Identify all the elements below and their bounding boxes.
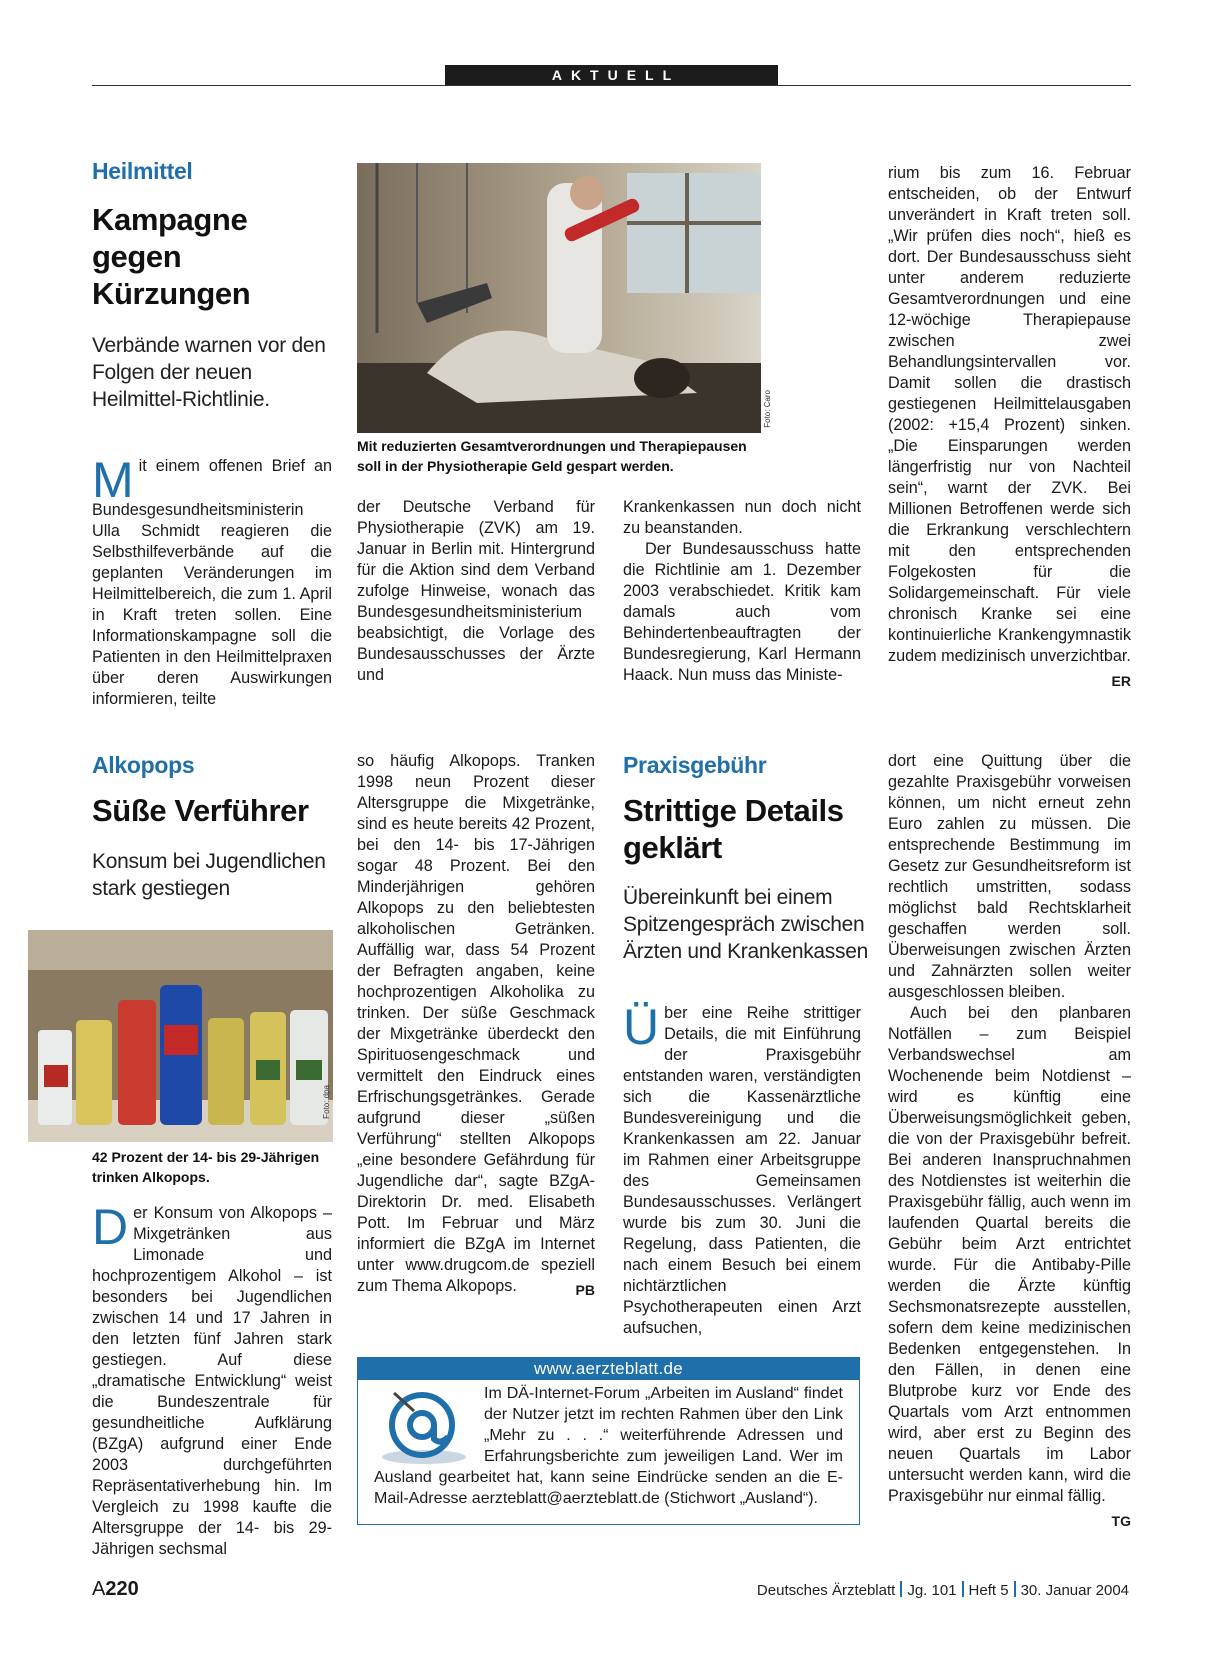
physiotherapy-photo [357, 163, 761, 433]
headline-line: geklärt [623, 830, 722, 865]
article1-kicker: Heilmittel [92, 158, 193, 184]
page-prefix: A [92, 1578, 106, 1600]
author-initials: PB [575, 1282, 595, 1298]
headline-line: Strittige Details [623, 793, 844, 828]
separator [900, 1581, 902, 1597]
article3-headline [623, 792, 844, 866]
paragraph: Der Bundesausschuss hatte die Richtlinie am 1. Dezember 2003 verabschiedet. Kritik kam damals auch vom Behindertenbeauftragten der Bundesregierung, Karl Hermann Haack. Nun muss das Ministe- [623, 540, 861, 684]
page-number [92, 1578, 139, 1601]
body-text: so häufig Alkopops. Tranken 1998 neun Prozent dieser Altersgruppe die Mixgetränke, sind es heute bereits 42 Prozent, bei den 14- bis 17-Jährigen sogar 48 Prozent. Bei den Minderjährigen gehören Alkopops zu den beliebtesten alkoholischen Getränken. Auffällig war, dass 54 Prozent der Befragten angaben, keine hochprozentigen Alkoholika zu trinken. Der süße Geschmack der Mixgetränke überdeckt den Spirituosengeschmack und vermittelt den Eindruck eines Erfrischungsgetränkes. Gerade aufgrund dieser „süßen Verführung“ stellten Alkopops „eine besondere Gefährdung für Jugendliche dar“, sagte BZgA-Direktorin Dr. med. Elisabeth Pott. Im Februar und März informiert die BZgA im Internet unter www.drugcom.de speziell zum Thema Alkopops. [357, 752, 595, 1295]
body-text: Auch bei den planbaren Notfällen – zum Beispiel Verbandswechsel am Wochenende beim Notdienst – wird es künftig eine Überweisungsmöglichkeit geben, die von der Praxisgebühr befreit. Bei anderen Inanspruchnahmen des Notdienstes ist weiterhin die Praxisgebühr fällig, auch wenn im laufenden Quartal bereits die Gebühr beim Arzt entrichtet wurde. Für die Antibaby-Pille werden die Ärzte künftig Sechsmonatsrezepte ausstellen, sofern dem keine medizinischen Bedenken entgegenstehen. In den Fällen, in denen eine Blutprobe kurz vor Ende des Quartals vom Arzt entnommen wird, aber erst zu Beginn des neuen Quartals im Labor untersucht werden kann, wird die Praxisgebühr nur einmal fällig. [888, 1004, 1131, 1505]
article2-column-2 [357, 751, 595, 1301]
article3-deck: Übereinkunft bei einem Spitzengespräch zwischen Ärzten und Krankenkassen [623, 886, 868, 963]
journal-issue: Heft 5 [968, 1582, 1009, 1599]
web-box-body: Im DÄ-Internet-Forum „Arbeiten im Ausland“ findet der Nutzer jetzt im rechten Rahmen über den Link „Mehr zu . . .“ weiterführende Adressen und Erfahrungsberichte zum jeweiligen Land. Wer im Ausland gearbeitet hat, kann seine Eindrücke senden an die E-Mail-Adresse aerzteblatt@aerzteblatt.de (Stichwort „Ausland“). [374, 1385, 843, 1507]
dropcap: M [92, 452, 134, 508]
physiotherapy-photo-image [357, 163, 761, 433]
alcopops-photo-image [28, 930, 333, 1142]
paragraph [888, 1003, 1131, 1529]
article3-kicker: Praxisgebühr [623, 752, 767, 778]
article1-deck: Verbände warnen vor den Folgen der neuen Heilmittel-Richtlinie. [92, 334, 326, 411]
body-text: rium bis zum 16. Februar entscheiden, ob der Entwurf unverändert in Kraft treten soll. „Wir prüfen dies noch“, hieß es dort. Der Bundesausschuss sieht unter anderem reduzierte Gesamtverordnungen und eine 12-wöchige Therapiepause zwischen zwei Behandlungsintervallen vor. Damit sollen die drastisch gestiegenen Heilmittelausgaben (2002: +15,4 Prozent) sinken. „Die Einsparungen werden längerfristig nur von Nachteil sein“, warnt der ZVK. Bei Millionen Betroffenen werde sich die Erkrankung verschlechtern mit den entsprechenden Folgekosten für die Solidargemeinschaft. Für viele chronisch Kranke sei eine kontinuierliche Krankengymnastik zudem medizinisch unverzichtbar. [888, 164, 1131, 665]
body-text: it einem offenen Brief an Bundesgesundheitsministerin Ulla Schmidt reagieren die Selbsthilfeverbände auf die geplanten Veränderungen im Heilmittelbereich, die zum 1. April in Kraft treten sollen. Eine Informationskampagne soll die Patienten in den Heilmittelpraxen über deren Auswirkungen informieren, teilte [92, 457, 332, 708]
journal-footer [757, 1581, 1129, 1599]
paragraph: Krankenkassen nun doch nicht zu beanstanden. [623, 498, 861, 537]
article2-deck: Konsum bei Jugendlichen stark gestiegen [92, 850, 326, 900]
dropcap: D [92, 1199, 129, 1255]
web-box-text [358, 1380, 859, 1509]
journal-name: Deutsches Ärzteblatt [756, 1582, 896, 1599]
paragraph: dort eine Quittung über die gezahlte Praxisgebühr vorweisen können, um nicht erneut zehn Euro zahlen zu müssen. Die entsprechende Bestimmung im Gesetz zur Gesundheitsreform ist rechtlich umstritten, sodass möglichst bald Rechtsklarheit geschaffen werden soll. Überweisungen zwischen Ärzten und Zahnärzten sollen weiter ausgeschlossen bleiben. [888, 752, 1131, 1001]
header-rule [92, 85, 1131, 86]
article2-photo-caption: 42 Prozent der 14- bis 29-Jährigen trinken Alkopops. [92, 1149, 320, 1185]
photo-credit: Foto: Caro [763, 390, 772, 428]
article1-column-3 [623, 497, 861, 686]
alcopops-photo [28, 930, 333, 1142]
article1-headline [92, 201, 250, 312]
separator [962, 1581, 964, 1597]
author-initials: TG [1111, 1513, 1131, 1529]
journal-date: 30. Januar 2004 [1020, 1582, 1129, 1599]
headline-line: gegen [92, 239, 182, 274]
headline-line: Kürzungen [92, 276, 251, 311]
article3-column-2 [888, 751, 1131, 1532]
at-sign-logo-icon [374, 1383, 474, 1467]
article1-column-1 [92, 452, 332, 710]
section-tag: AKTUELL [445, 65, 778, 85]
body-text: er Konsum von Alkopops – Mixgetränken aus Limonade und hochprozentigem Alkohol – ist besonders bei Jugendlichen zwischen 14 und 17 Jahren in den letzten fünf Jahren stark gestiegen. Auf diese „dramatische Entwicklung“ weist die Bundeszentrale für gesundheitliche Aufklärung (BZgA) aufgrund einer Ende 2003 durchgeführten Repräsentativerhebung hin. Im Vergleich zu 1998 kaufte die Altersgruppe der 14- bis 29-Jährigen sechsmal [92, 1204, 332, 1558]
headline-line: Kampagne [92, 202, 248, 237]
article1-column-4 [888, 163, 1131, 692]
article2-headline: Süße Verführer [92, 793, 309, 828]
article1-column-2: der Deutsche Verband für Physiotherapie (ZVK) am 19. Januar in Berlin mit. Hintergrund für die Aktion sind dem Verband zufolge Hinweise, wonach das Bundesgesundheitsministerium beabsichtigt, die Vorlage des Bundesausschusses der Ärzte und [357, 498, 595, 684]
web-box-title[interactable]: www.aerzteblatt.de [358, 1358, 859, 1380]
photo-credit: Foto: dpa [322, 1085, 331, 1119]
dropcap: Ü [623, 999, 660, 1055]
article2-column-1 [92, 1199, 332, 1560]
author-initials: ER [1111, 673, 1131, 689]
journal-volume: Jg. 101 [907, 1582, 957, 1599]
article3-column-1 [623, 999, 861, 1339]
article1-photo-caption: Mit reduzierten Gesamtverordnungen und Therapiepausen soll in der Physiotherapie Geld gespart werden. [357, 438, 747, 474]
aerzteblatt-web-box [357, 1357, 860, 1525]
page-number-value: 220 [105, 1578, 139, 1600]
separator [1014, 1581, 1016, 1597]
article2-kicker: Alkopops [92, 752, 195, 778]
body-text: ber eine Reihe strittiger Details, die mit Einführung der Praxisgebühr entstanden waren, verständigten sich die Kassenärztliche Bundesvereinigung und die Krankenkassen am 22. Januar im Rahmen einer Arbeitsgruppe des Gemeinsamen Bundesausschusses. Verlängert wurde bis zum 30. Juni die Regelung, dass Patienten, die nach einem Besuch bei einem nichtärztlichen Psychotherapeuten einen Arzt aufsuchen, [623, 1004, 861, 1337]
